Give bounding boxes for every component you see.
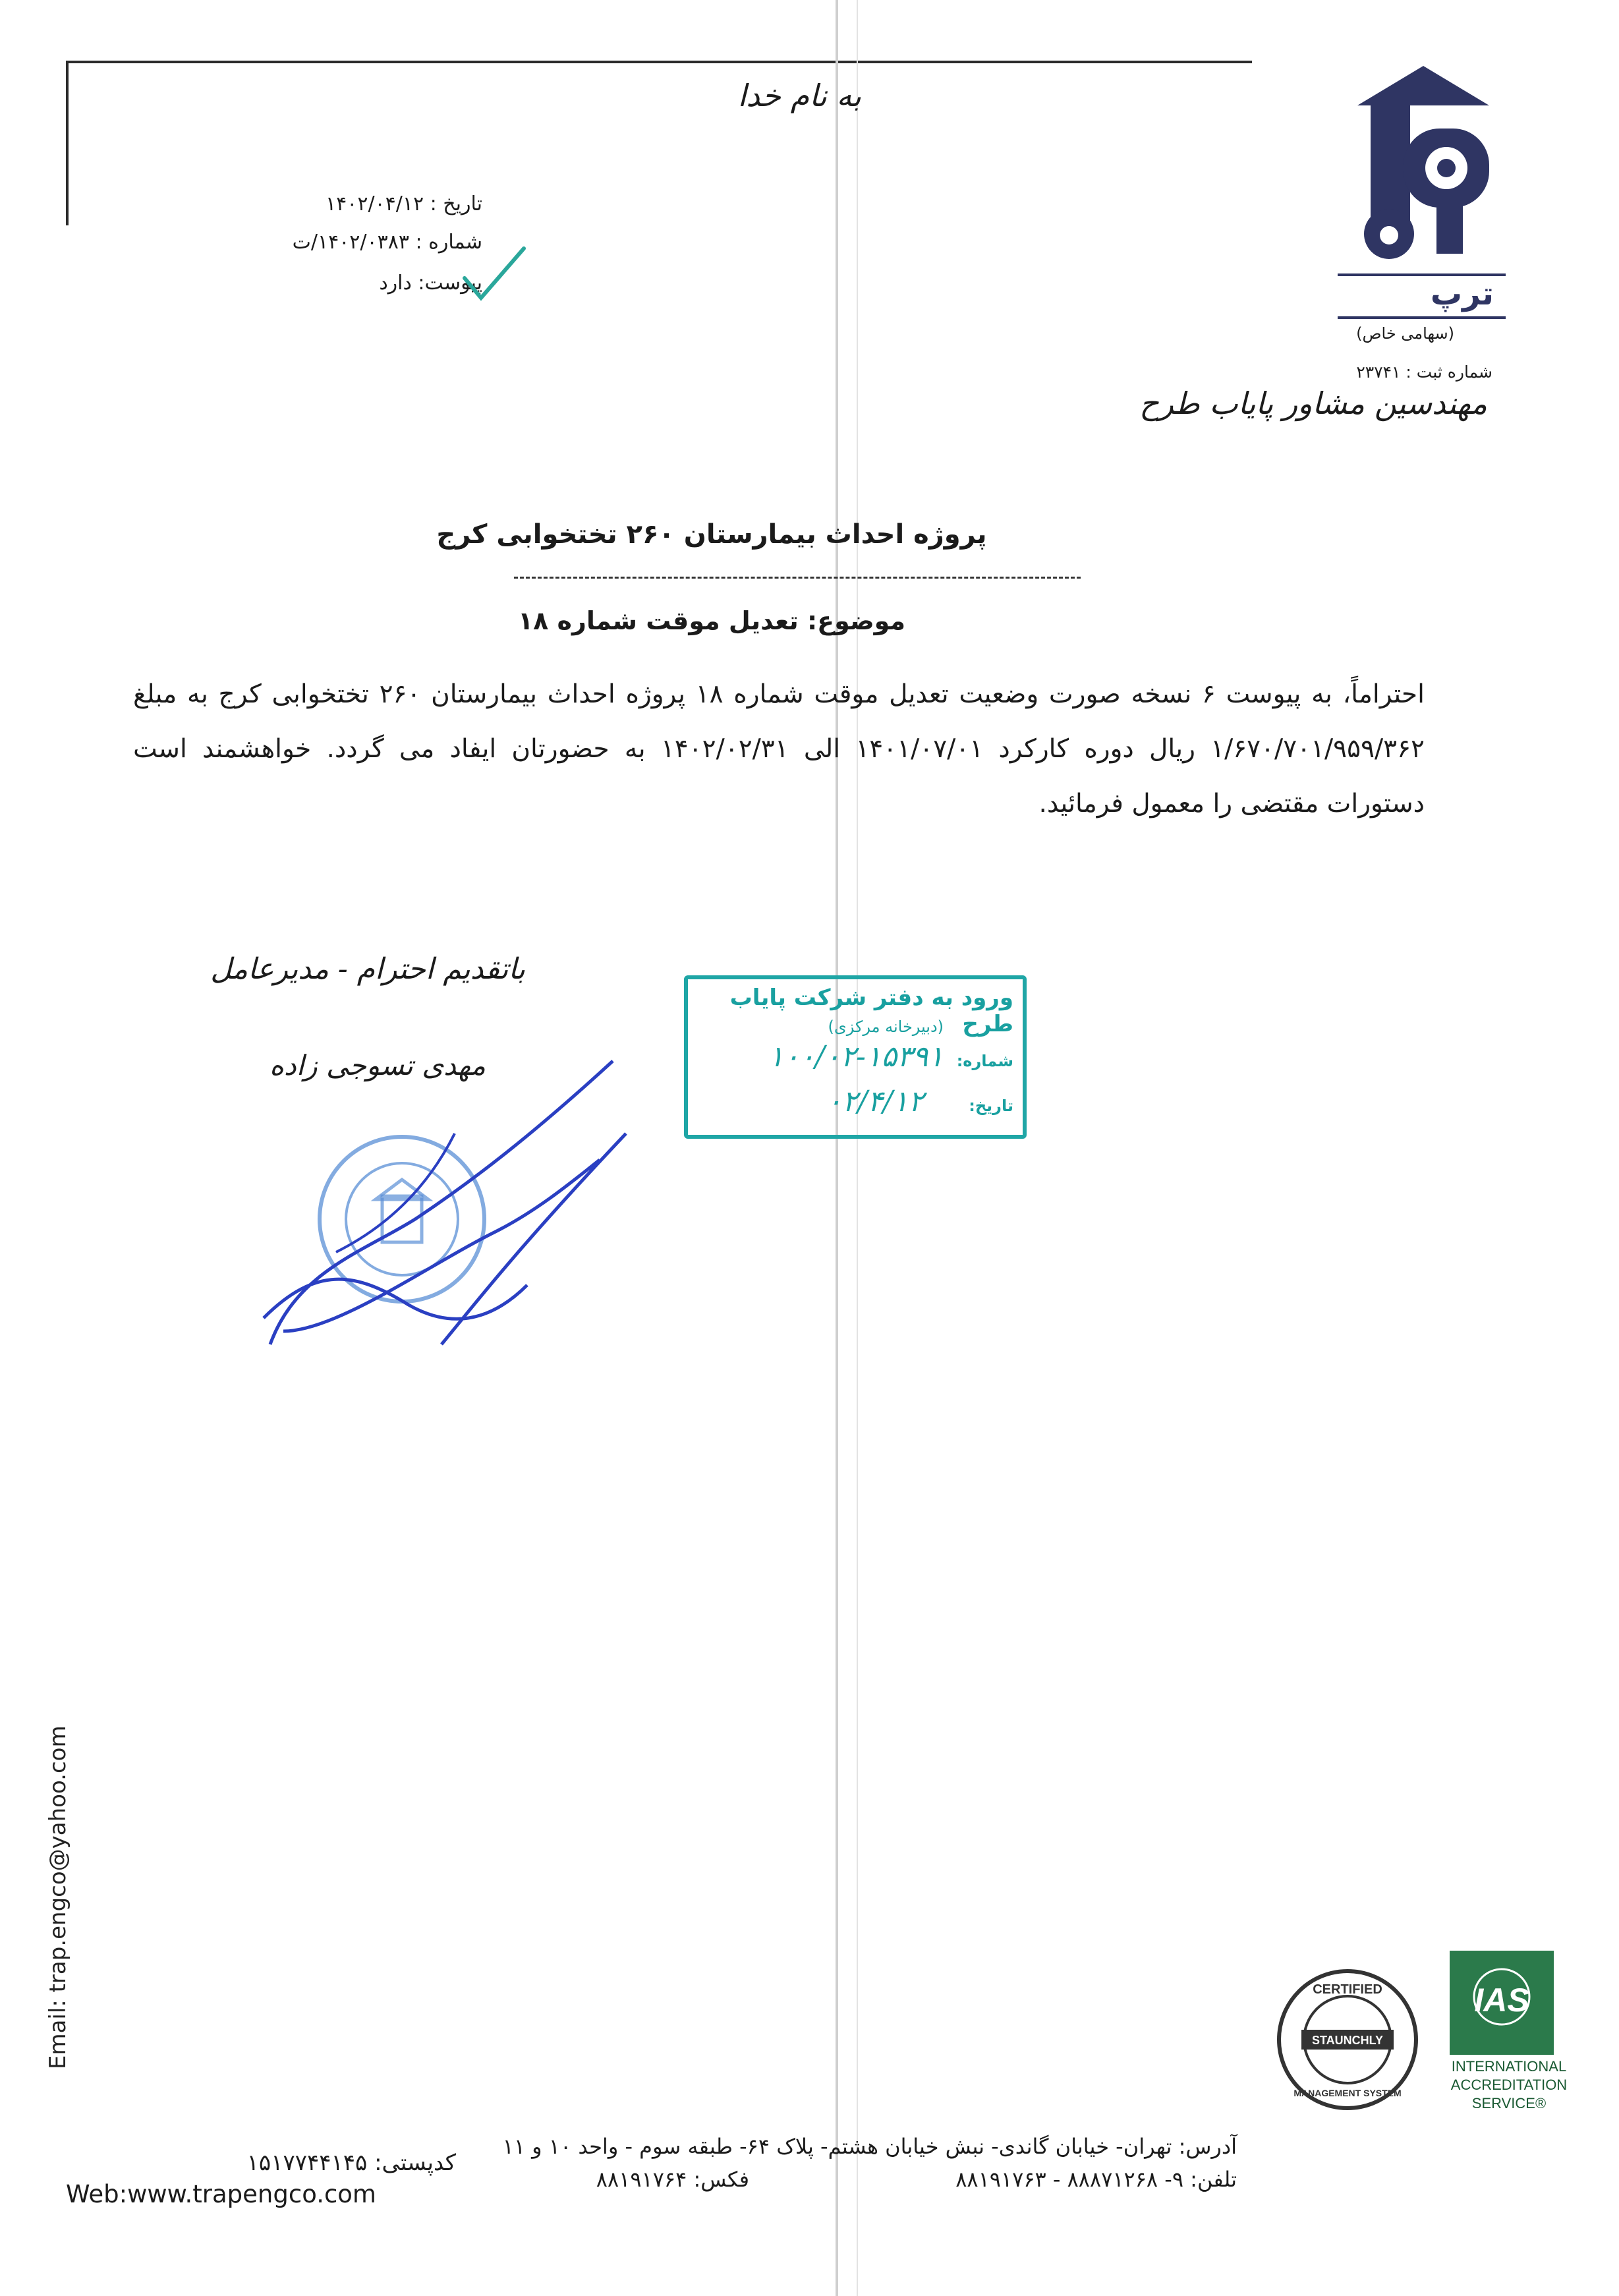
letterhead-top-border <box>66 61 1252 63</box>
stamp-number-label: شماره: <box>956 1052 1013 1070</box>
footer-phone: تلفن: ۹- ۸۸۸۷۱۲۶۸ - ۸۸۱۹۱۷۶۳ <box>955 2167 1237 2192</box>
stamp-title: ورود به دفتر شرکت پایاب طرح <box>729 985 1013 1037</box>
paper-fold-line-shadow <box>857 0 858 2296</box>
logo-company-type: (سهامی خاص) <box>1356 324 1454 343</box>
ias-logo-icon <box>1450 1951 1554 2055</box>
stamp-date-label: تاریخ: <box>969 1097 1013 1115</box>
ias-caption <box>1436 2057 1581 2113</box>
letterhead-left-border <box>66 61 69 225</box>
stamp-number-value: ۱۰۰/۰۲-۱۵۳۹۱ <box>768 1040 944 1074</box>
letter-body: احتراماً، به پیوست ۶ نسخه صورت وضعیت تعدیل موقت شماره ۱۸ پروژه احداث بیمارستان ۲۶۰ تختخوابی کرج به مبلغ ۱/۶۷۰/۷۰۱/۹۵۹/۳۶۲ ریال دوره کارکرد ۱۴۰۱/۰۷/۰۱ الی ۱۴۰۲/۰۲/۳۱ به حضورتان ایفاد می گردد. خواهشمند است دستورات مقتضی را معمول فرمائید. <box>133 679 1425 818</box>
staunchly-certified-logo-icon <box>1275 1967 1420 2112</box>
stamp-date-value: ۰۲/۴/۱۲ <box>826 1085 924 1118</box>
registration-number: شماره ثبت : ۲۳۷۴۱ <box>1356 362 1492 382</box>
bismillah: به نام خدا <box>737 78 861 113</box>
staunchly-top-text: CERTIFIED <box>1313 1982 1382 1997</box>
received-stamp <box>684 975 1027 1139</box>
title-divider <box>514 577 1081 579</box>
logo-brand: ترپ <box>1430 275 1494 312</box>
ias-line-1: INTERNATIONAL <box>1451 2058 1567 2075</box>
staunchly-middle-text: STAUNCHLY <box>1311 2034 1384 2047</box>
staunchly-bottom-text: MANAGEMENT SYSTEM <box>1293 2088 1402 2098</box>
checkmark-icon <box>461 245 527 304</box>
letter-number: شماره : ۱۴۰۲/۰۳۸۳/ت <box>292 231 482 254</box>
footer-website: Web:www.trapengco.com <box>66 2180 376 2208</box>
ias-line-2: ACCREDITATION <box>1450 2077 1568 2093</box>
footer-fax: فکس: ۸۸۱۹۱۷۶۴ <box>596 2167 749 2192</box>
signatory-name: مهدی تسوجی زاده <box>270 1049 486 1081</box>
ias-logo-text: IAS <box>1474 1982 1529 2019</box>
letter-attachment: پیوست: دارد <box>379 272 482 295</box>
company-name: مهندسین مشاور پایاب طرح <box>1139 386 1487 421</box>
letter-subject: موضوع: تعدیل موقت شماره ۱۸ <box>517 606 906 635</box>
project-title: پروژه احداث بیمارستان ۲۶۰ تختخوابی کرج <box>436 519 987 550</box>
paper-fold-line <box>836 0 838 2296</box>
stamp-subtitle: (دبیرخانه مرکزی) <box>828 1018 944 1036</box>
footer-postal-code: کدپستی: ۱۵۱۷۷۴۴۱۴۵ <box>246 2150 456 2176</box>
footer-email: Email: trap.engco@yahoo.com <box>45 1725 71 2069</box>
signature-closing: باتقدیم احترام - مدیرعامل <box>210 952 525 986</box>
ias-line-3: SERVICE® <box>1471 2095 1547 2111</box>
footer-address: آدرس: تهران- خیابان گاندی- نبش خیابان هشتم- پلاک ۶۴- طبقه سوم - واحد ۱۰ و ۱۱ <box>502 2134 1237 2159</box>
letter-date: تاریخ : ۱۴۰۲/۰۴/۱۲ <box>326 192 482 215</box>
